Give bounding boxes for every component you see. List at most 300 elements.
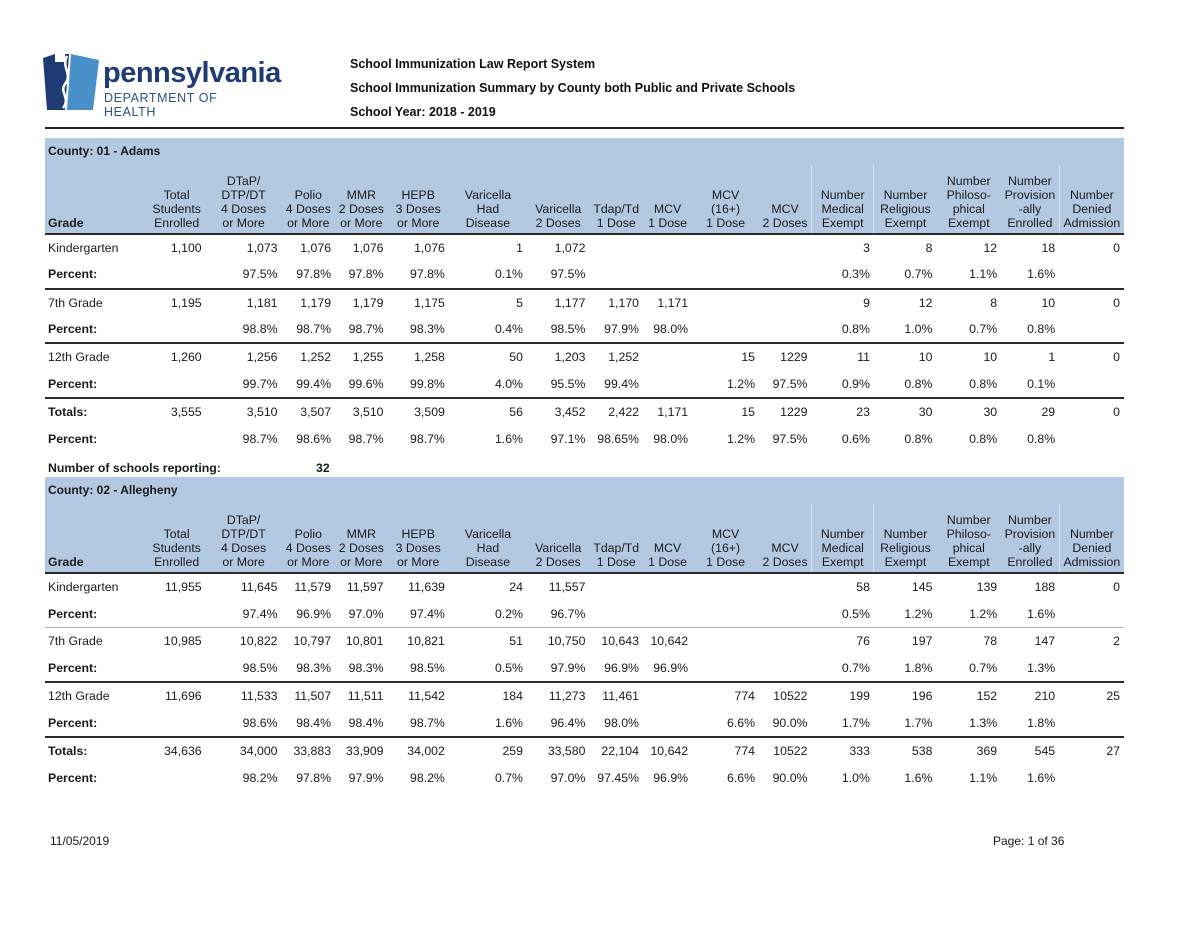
table-cell (589, 600, 643, 627)
table-cell: 33,909 (335, 737, 387, 764)
table-cell: 0.9% (841, 376, 870, 391)
table-cell: 1,175 (388, 289, 449, 316)
table-cell: 97.45% (597, 770, 639, 785)
table-cell: 3,509 (388, 398, 449, 425)
table-cell: 774 (692, 737, 759, 764)
table-cell: 1.2% (969, 606, 998, 621)
table-cell: 29 (1001, 398, 1059, 425)
column-header: MCV (16+) 1 Dose (706, 188, 746, 230)
column-header: Number Medical Exempt (811, 165, 873, 234)
table-cell: 1,076 (352, 241, 384, 256)
county-title: County: 02 - Allegheny (45, 477, 1124, 504)
column-header: MCV 2 Doses (762, 202, 808, 230)
table-cell: 96.4% (550, 715, 586, 730)
row-label: Percent: (48, 770, 98, 785)
table-cell: 98.65% (597, 431, 639, 446)
immunization-table (45, 504, 1124, 791)
table-cell: 30 (936, 398, 1001, 425)
table-cell (759, 628, 811, 655)
county-header-band (45, 138, 1124, 452)
table-cell (759, 261, 811, 288)
table-cell: 98.2% (410, 770, 445, 785)
table-cell: 6.6% (727, 770, 756, 785)
table-cell: 1,260 (148, 343, 206, 370)
table-cell: 3,510 (335, 398, 387, 425)
column-header: DTaP/ DTP/DT 4 Doses or More (221, 174, 267, 230)
table-cell: 11,955 (164, 580, 202, 595)
row-label: Percent: (48, 715, 98, 730)
table-cell: 11,597 (346, 580, 384, 595)
table-cell: 1,171 (643, 398, 692, 425)
table-cell: 3 (863, 241, 870, 256)
table-cell (1059, 425, 1124, 452)
table-cell: 1229 (759, 343, 811, 370)
table-cell: 34,002 (388, 737, 449, 764)
county-section-allegheny (45, 477, 1124, 791)
totals-row (45, 398, 1124, 425)
table-cell: 97.4% (242, 606, 278, 621)
table-cell: 3,555 (148, 398, 206, 425)
percent-row (45, 261, 1124, 288)
logo-wordmark: pennsylvania (103, 57, 281, 89)
table-cell: 97.8% (348, 267, 384, 282)
table-cell: 11,542 (388, 682, 449, 709)
table-cell: 145 (911, 580, 933, 595)
column-header: MCV 1 Dose (648, 202, 688, 230)
table-cell: 98.0% (604, 715, 639, 730)
table-cell: 1.7% (841, 715, 870, 730)
table-cell: 1.6% (904, 770, 933, 785)
table-cell: 97.1% (550, 431, 586, 446)
table-cell (148, 316, 206, 343)
table-cell: 1,072 (554, 241, 586, 256)
table-cell: 95.5% (550, 376, 586, 391)
table-cell: 15 (692, 343, 759, 370)
table-cell: 90.0% (772, 770, 808, 785)
percent-row (45, 655, 1124, 682)
column-header: Tdap/Td 1 Dose (593, 541, 640, 569)
table-cell: 197 (874, 628, 936, 655)
table-cell: 11,511 (335, 682, 387, 709)
table-cell (148, 764, 206, 791)
table-cell: 774 (692, 682, 759, 709)
table-cell (1059, 709, 1124, 736)
table-cell: 1.6% (1027, 606, 1056, 621)
table-cell: 97.0% (550, 770, 586, 785)
table-cell (589, 261, 643, 288)
table-cell: 24 (509, 580, 523, 595)
table-cell: 0.8% (1027, 431, 1056, 446)
column-header: Total Students Enrolled (152, 188, 201, 230)
table-cell: 5 (449, 289, 527, 316)
column-header: MCV 2 Doses (762, 541, 808, 569)
column-header: HEPB 3 Doses or More (395, 527, 441, 569)
keystone-logo-icon (43, 54, 101, 110)
table-cell: 1,258 (388, 343, 449, 370)
column-header: Varicella 2 Doses (535, 202, 582, 230)
table-cell: 11,273 (527, 682, 589, 709)
table-cell: 96.9% (653, 770, 689, 785)
totals-row (45, 737, 1124, 764)
column-header: HEPB 3 Doses or More (395, 188, 441, 230)
column-header: Number Provision -ally Enrolled (1004, 513, 1056, 569)
percent-row (45, 709, 1124, 736)
table-cell: 10 (1001, 289, 1059, 316)
percent-row (45, 370, 1124, 397)
column-header: Number Philoso- phical Exempt (946, 174, 991, 230)
table-cell (692, 628, 759, 655)
table-cell: 1,100 (170, 241, 202, 256)
table-cell: 10,797 (282, 628, 336, 655)
table-cell: 10,643 (589, 628, 643, 655)
table-cell: 76 (811, 628, 873, 655)
row-label: Percent: (48, 376, 98, 391)
row-label: Percent: (48, 606, 98, 621)
table-cell: 18 (1041, 241, 1056, 256)
column-header: Number Religious Exempt (874, 165, 936, 234)
table-cell: 96.9% (653, 661, 689, 676)
table-cell: 34,000 (206, 737, 282, 764)
row-label: Percent: (48, 267, 98, 282)
column-header: Grade (48, 555, 84, 569)
percent-row (45, 425, 1124, 452)
table-cell: 98.3% (296, 661, 332, 676)
table-cell: 9 (811, 289, 873, 316)
table-cell: 23 (811, 398, 873, 425)
table-cell: 1,252 (589, 343, 643, 370)
table-cell: 196 (874, 682, 936, 709)
table-cell: 1,181 (206, 289, 282, 316)
row-label: 7th Grade (45, 289, 148, 316)
table-cell: 50 (449, 343, 527, 370)
table-cell: 98.0% (653, 431, 689, 446)
table-cell: 1.6% (1027, 770, 1056, 785)
table-cell (692, 234, 759, 261)
column-header: Number Religious Exempt (874, 504, 936, 573)
table-cell: 10,642 (643, 737, 692, 764)
table-cell (148, 370, 206, 397)
logo-subtitle: DEPARTMENT OF HEALTH (104, 91, 218, 119)
table-cell: 152 (936, 682, 1001, 709)
table-cell: 545 (1001, 737, 1059, 764)
table-cell: 99.6% (348, 376, 384, 391)
table-cell: 10,801 (335, 628, 387, 655)
table-cell: 1,076 (414, 241, 445, 256)
table-cell: 15 (692, 398, 759, 425)
table-cell: 10522 (759, 737, 811, 764)
table-cell: 98.7% (242, 431, 278, 446)
table-cell: 97.5% (772, 431, 808, 446)
table-cell: 8 (925, 241, 933, 256)
immunization-table (45, 165, 1124, 452)
table-cell: 97.5% (550, 267, 586, 282)
table-cell: 1.0% (841, 770, 870, 785)
table-cell: 184 (449, 682, 527, 709)
percent-row (45, 764, 1124, 791)
percent-row (45, 316, 1124, 343)
table-cell: 97.0% (348, 606, 384, 621)
grade-row (45, 573, 1124, 600)
table-cell: 58 (856, 580, 870, 595)
table-cell: 98.5% (242, 661, 278, 676)
table-cell: 1.2% (727, 431, 756, 446)
table-cell: 0.5% (494, 661, 523, 676)
table-cell: 1 (1001, 343, 1059, 370)
table-cell: 0.7% (969, 322, 998, 337)
table-cell: 0.7% (969, 661, 998, 676)
table-cell: 98.7% (348, 322, 384, 337)
table-cell: 11,639 (408, 580, 445, 595)
table-cell: 1.3% (969, 715, 998, 730)
table-cell: 78 (936, 628, 1001, 655)
table-cell: 97.8% (410, 267, 445, 282)
table-cell: 10,985 (148, 628, 206, 655)
table-cell: 1,171 (643, 289, 692, 316)
column-header: Number Denied Admission (1059, 504, 1124, 573)
table-cell: 98.7% (348, 431, 384, 446)
row-label: Totals: (45, 737, 148, 764)
table-cell: 11,645 (240, 580, 278, 595)
table-cell: 1.2% (904, 606, 933, 621)
table-cell: 1.6% (494, 715, 523, 730)
county-title: County: 01 - Adams (45, 138, 1124, 165)
table-cell: 11,533 (206, 682, 282, 709)
table-cell (1059, 764, 1124, 791)
table-cell: 11,696 (148, 682, 206, 709)
header-divider (45, 127, 1124, 129)
table-cell: 11,461 (589, 682, 643, 709)
table-cell: 333 (811, 737, 873, 764)
table-cell: 98.6% (242, 715, 278, 730)
table-cell: 2 (1059, 628, 1124, 655)
table-cell (643, 573, 692, 600)
table-cell: 139 (976, 580, 998, 595)
table-cell (148, 709, 206, 736)
table-cell (148, 655, 206, 682)
table-cell: 0.3% (841, 267, 870, 282)
table-cell: 0.8% (841, 322, 870, 337)
table-cell: 0.2% (494, 606, 523, 621)
report-date: 11/05/2019 (50, 834, 110, 848)
row-label: 12th Grade (45, 343, 148, 370)
table-cell: 1.1% (969, 770, 998, 785)
table-cell (759, 600, 811, 627)
table-cell: 538 (874, 737, 936, 764)
table-cell (643, 370, 692, 397)
table-cell: 97.9% (348, 770, 384, 785)
table-cell (692, 573, 759, 600)
table-cell: 8 (936, 289, 1001, 316)
table-cell: 259 (449, 737, 527, 764)
table-cell: 0.4% (494, 322, 523, 337)
table-cell: 11 (811, 343, 873, 370)
table-cell: 2,422 (589, 398, 643, 425)
row-label: 12th Grade (45, 682, 148, 709)
pa-health-logo (43, 54, 281, 119)
table-cell (692, 316, 759, 343)
table-cell: 188 (1034, 580, 1056, 595)
grade-row (45, 234, 1124, 261)
table-cell: 0.8% (969, 376, 998, 391)
table-cell (643, 343, 692, 370)
table-cell: 6.6% (727, 715, 756, 730)
table-cell: 1,076 (300, 241, 332, 256)
row-label: Percent: (48, 661, 98, 676)
table-cell: 98.4% (348, 715, 384, 730)
table-cell: 97.5% (772, 376, 808, 391)
column-header: Varicella 2 Doses (535, 541, 582, 569)
table-cell: 147 (1001, 628, 1059, 655)
column-header: DTaP/ DTP/DT 4 Doses or More (221, 513, 267, 569)
table-cell: 210 (1001, 682, 1059, 709)
column-header: Number Medical Exempt (811, 504, 873, 573)
table-cell: 0.7% (494, 770, 523, 785)
percent-row (45, 600, 1124, 627)
table-cell (589, 573, 643, 600)
table-cell (643, 709, 692, 736)
table-cell: 27 (1059, 737, 1124, 764)
table-cell: 0 (1113, 580, 1120, 595)
table-cell: 33,883 (282, 737, 336, 764)
table-cell: 98.7% (296, 322, 332, 337)
column-header: MCV (16+) 1 Dose (706, 527, 746, 569)
table-cell: 96.9% (296, 606, 332, 621)
table-cell (643, 234, 692, 261)
table-cell: 0 (1113, 241, 1120, 256)
table-cell: 10 (874, 343, 936, 370)
table-cell (1059, 316, 1124, 343)
table-cell (1059, 370, 1124, 397)
table-cell: 99.8% (410, 376, 445, 391)
table-cell: 98.3% (410, 322, 445, 337)
table-cell: 1.0% (904, 322, 933, 337)
table-cell: 1.2% (727, 376, 756, 391)
report-titles (350, 57, 795, 129)
table-cell (643, 600, 692, 627)
table-cell: 0 (1059, 398, 1124, 425)
table-cell: 1.7% (904, 715, 933, 730)
row-label: Totals: (45, 398, 148, 425)
table-cell: 0.8% (904, 376, 933, 391)
table-cell: 10 (936, 343, 1001, 370)
table-cell: 369 (936, 737, 1001, 764)
table-cell: 90.0% (772, 715, 808, 730)
table-cell: 1,179 (335, 289, 387, 316)
column-header: Number Provision -ally Enrolled (1004, 174, 1056, 230)
table-cell: 98.7% (410, 715, 445, 730)
table-cell: 11,579 (294, 580, 332, 595)
school-year: School Year: 2018 - 2019 (350, 105, 496, 119)
table-cell (148, 600, 206, 627)
table-cell: 98.4% (296, 715, 332, 730)
table-cell: 0.8% (1027, 322, 1056, 337)
table-cell: 97.9% (550, 661, 586, 676)
table-cell (1059, 600, 1124, 627)
table-cell (1059, 655, 1124, 682)
table-cell: 0.8% (904, 431, 933, 446)
row-label: 7th Grade (45, 628, 148, 655)
table-cell: 96.9% (604, 661, 639, 676)
table-cell: 10522 (759, 682, 811, 709)
column-header: Tdap/Td 1 Dose (593, 202, 640, 230)
table-cell (643, 682, 692, 709)
table-cell: 98.2% (242, 770, 278, 785)
table-cell: 22,104 (589, 737, 643, 764)
table-cell: 0.5% (841, 606, 870, 621)
row-label: Kindergarten (48, 241, 119, 256)
table-cell: 1.6% (494, 431, 523, 446)
table-cell: 11,507 (282, 682, 336, 709)
table-cell (692, 289, 759, 316)
county-header-band (45, 477, 1124, 791)
table-cell: 98.5% (410, 661, 445, 676)
table-cell: 1,255 (335, 343, 387, 370)
table-cell (759, 289, 811, 316)
table-cell: 12 (983, 241, 998, 256)
table-cell: 1,195 (148, 289, 206, 316)
table-cell: 96.7% (550, 606, 586, 621)
table-cell: 97.4% (410, 606, 445, 621)
column-header: Polio 4 Doses or More (285, 188, 331, 230)
table-cell: 1,179 (282, 289, 336, 316)
column-header: Varicella Had Disease (464, 188, 512, 230)
column-header: Number Philoso- phical Exempt (946, 513, 991, 569)
table-cell: 1.1% (969, 267, 998, 282)
schools-reporting-count: 32 (316, 461, 330, 476)
table-cell: 1,170 (589, 289, 643, 316)
table-cell: 98.8% (242, 322, 278, 337)
table-cell: 1229 (759, 398, 811, 425)
table-cell: 10,821 (388, 628, 449, 655)
table-cell: 97.8% (296, 267, 332, 282)
grade-row (45, 289, 1124, 316)
table-cell: 4.0% (494, 376, 523, 391)
column-header: Total Students Enrolled (152, 527, 201, 569)
table-cell: 98.5% (550, 322, 586, 337)
column-header: Polio 4 Doses or More (285, 527, 331, 569)
grade-row (45, 628, 1124, 655)
column-header: MMR 2 Doses or More (338, 527, 384, 569)
table-cell: 0.1% (494, 267, 523, 282)
table-cell: 34,636 (148, 737, 206, 764)
table-cell: 0.7% (904, 267, 933, 282)
table-cell: 0.6% (841, 431, 870, 446)
table-cell: 10,642 (643, 628, 692, 655)
schools-reporting-label: Number of schools reporting: (48, 461, 221, 476)
grade-row (45, 343, 1124, 370)
table-cell: 1 (516, 241, 523, 256)
table-cell: 25 (1059, 682, 1124, 709)
column-header: MMR 2 Doses or More (338, 188, 384, 230)
table-cell: 0.7% (841, 661, 870, 676)
table-cell: 51 (449, 628, 527, 655)
table-cell: 1,256 (206, 343, 282, 370)
report-system-title: School Immunization Law Report System (350, 57, 596, 71)
table-cell: 98.6% (296, 431, 332, 446)
table-cell (148, 425, 206, 452)
row-label: Kindergarten (48, 580, 119, 595)
table-cell: 98.3% (348, 661, 384, 676)
table-cell: 0 (1059, 343, 1124, 370)
table-cell (692, 261, 759, 288)
table-cell: 3,452 (527, 398, 589, 425)
table-cell: 1,252 (282, 343, 336, 370)
table-cell: 97.5% (242, 267, 278, 282)
table-cell: 98.7% (410, 431, 445, 446)
table-cell: 0.1% (1027, 376, 1056, 391)
table-cell: 1.8% (1027, 715, 1056, 730)
table-cell (759, 573, 811, 600)
